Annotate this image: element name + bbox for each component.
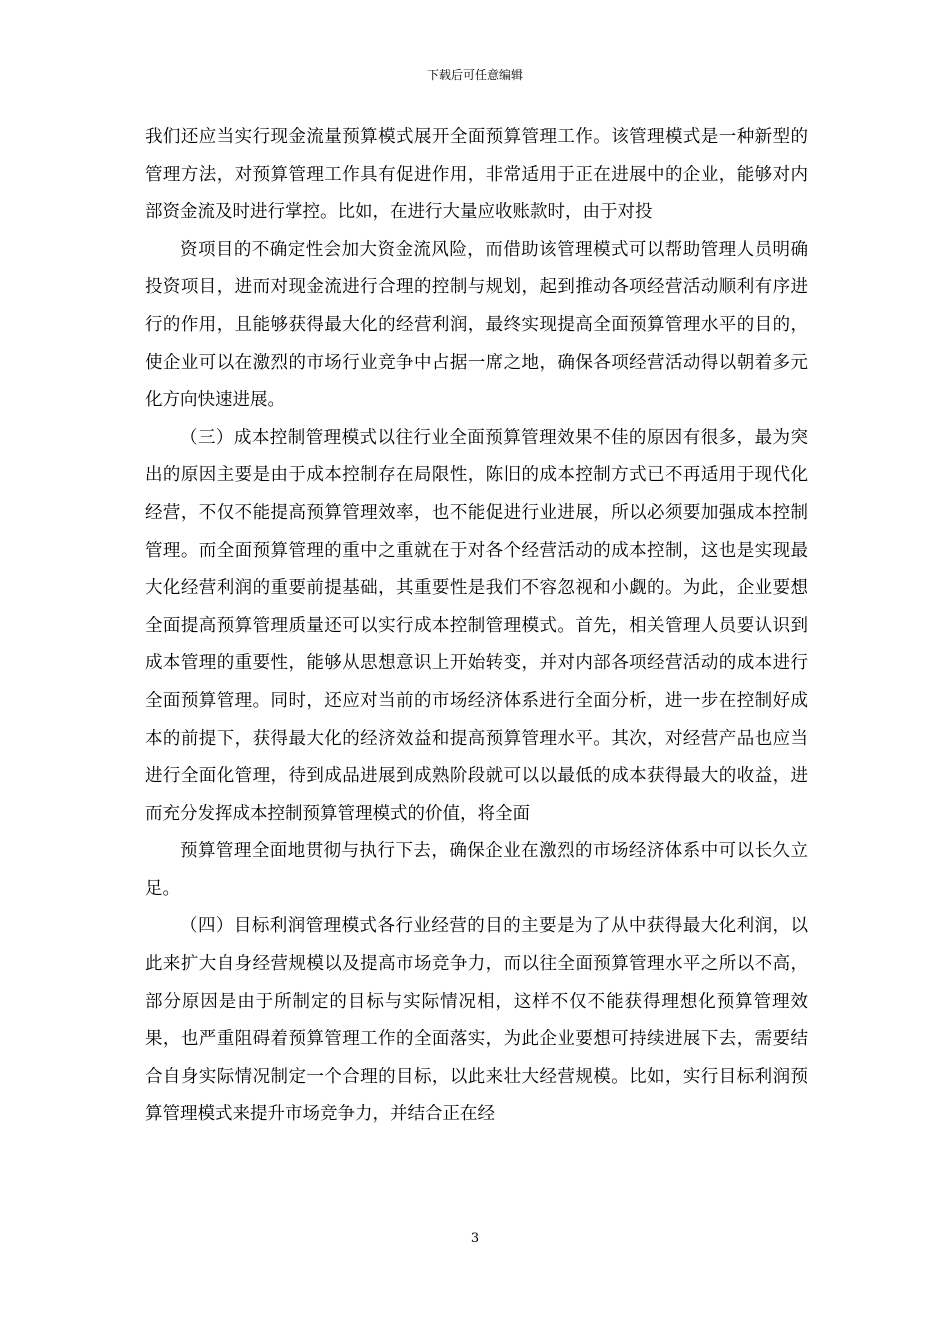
page-header: 下载后可任意编辑 [426,68,523,82]
paragraph-2: 资项目的不确定性会加大资金流风险，而借助该管理模式可以帮助管理人员明确投资项目，进而对现金流进行合理的控制与规划，起到推动各项经营活动顺利有序进行的作用，且能够获得最大化的经营利润，最终实现提高全面预算管理水平的目的，使企业可以在激烈的市场行业竞争中占据一席之地，确保各项经营活动得以朝着多元化方向快速进展。 [145,239,808,411]
paragraph-4: 预算管理全面地贯彻与执行下去，确保企业在激烈的市场经济体系中可以长久立足。 [145,841,808,899]
paragraph-5: （四）目标利润管理模式各行业经营的目的主要是为了从中获得最大化利润，以此来扩大自身经营规模以及提高市场竞争力，而以往全面预算管理水平之所以不高，部分原因是由于所制定的目标与实际情况相，这样不仅不能获得理想化预算管理效果，也严重阻碍着预算管理工作的全面落实，为此企业要想可持续进展下去，需要结合自身实际情况制定一个合理的目标，以此来壮大经营规模。比如，实行目标利润预算管理模式来提升市场竞争力，并结合正在经 [145,916,808,1125]
paragraph-3: （三）成本控制管理模式以往行业全面预算管理效果不佳的原因有很多，最为突出的原因主要是由于成本控制存在局限性，陈旧的成本控制方式已不再适用于现代化经营，不仅不能提高预算管理效率，也不能促进行业进展，所以必须要加强成本控制管理。而全面预算管理的重中之重就在于对各个经营活动的成本控制，这也是实现最大化经营利润的重要前提基础，其重要性是我们不容忽视和小觑的。为此，企业要想全面提高预算管理质量还可以实行成本控制管理模式。首先，相关管理人员要认识到成本管理的重要性，能够从思想意识上开始转变，并对内部各项经营活动的成本进行全面预算管理。同时，还应对当前的市场经济体系进行全面分析，进一步在控制好成本的前提下，获得最大化的经济效益和提高预算管理水平。其次，对经营产品也应当进行全面化管理，待到成品进展到成熟阶段就可以以最低的成本获得最大的收益，进而充分发挥成本控制预算管理模式的价值，将全面 [145,427,808,824]
page-number: 3 [470,1231,480,1246]
document-body [145,119,808,1134]
paragraph-1: 我们还应当实行现金流量预算模式展开全面预算管理工作。该管理模式是一种新型的管理方法，对预算管理工作具有促进作用，非常适用于正在进展中的企业，能够对内部资金流及时进行掌控。比如，在进行大量应收账款时，由于对投 [145,127,808,223]
